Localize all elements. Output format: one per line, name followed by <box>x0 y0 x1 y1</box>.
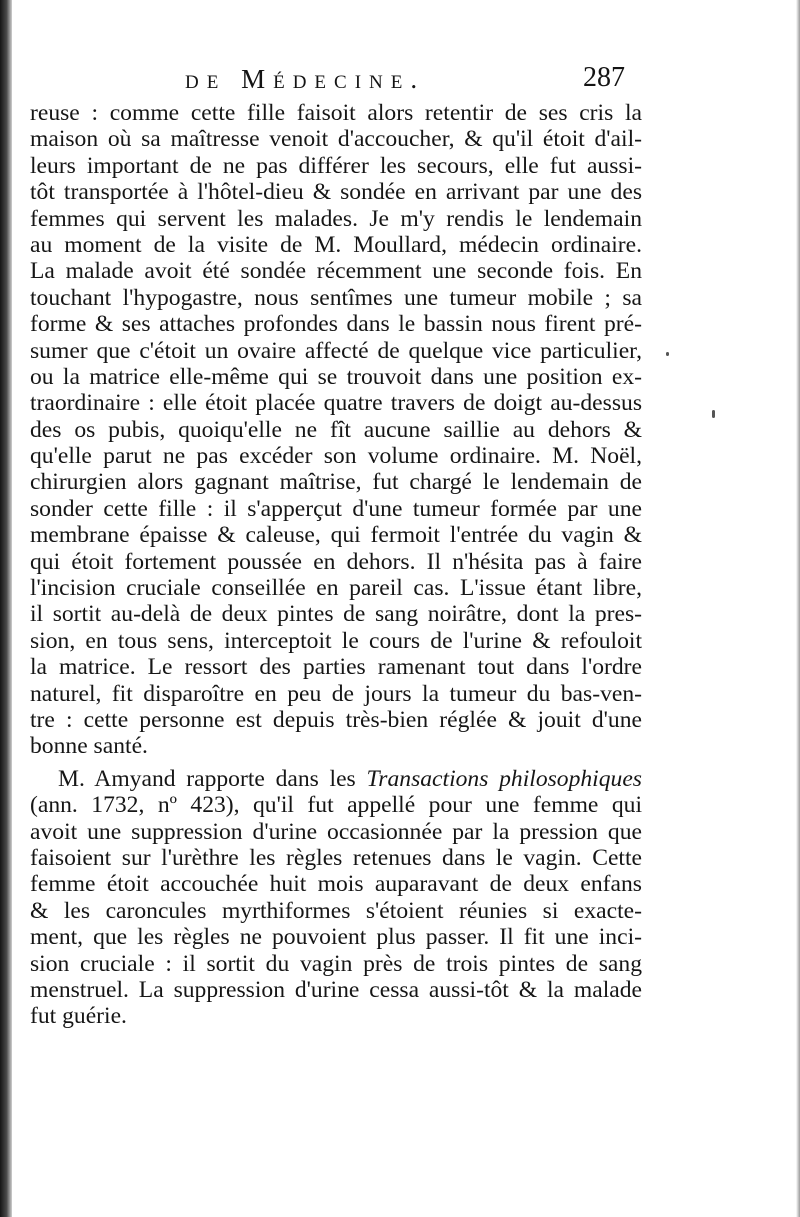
text-line: menstruel. La suppression d'urine cessa aussi-tôt & la malade <box>30 976 642 1003</box>
running-title: de Médecine. <box>185 64 426 94</box>
text-line: sion, en tous sens, interceptoit le cours de l'urine & refouloit <box>30 627 642 654</box>
text-line: bonne santé. <box>30 733 148 760</box>
text-line: qui étoit fortement poussée en dehors. Il n'hésita pas à faire <box>30 548 642 575</box>
text-line: maison où sa maîtresse venoit d'accoucher, & qu'il étoit d'ail- <box>30 126 642 153</box>
text-line: au moment de la visite de M. Moullard, médecin ordinaire. <box>30 231 642 258</box>
text-line: il sortit au-delà de deux pintes de sang noirâtre, dont la pres- <box>30 601 642 628</box>
text-line: avoit une suppression d'urine occasionnée par la pression que <box>30 818 642 845</box>
text-line: ment, que les règles ne pouvoient plus passer. Il fit une inci- <box>30 924 642 951</box>
text-line: leurs important de ne pas différer les secours, elle fut aussi- <box>30 152 642 179</box>
text-line: & les caroncules myrthiformes s'étoient réunies si exacte- <box>30 897 642 924</box>
text-line: femme étoit accouchée huit mois auparavant de deux enfans <box>30 871 642 898</box>
paragraph-2 <box>30 766 642 1030</box>
text-line: (ann. 1732, nº 423), qu'il fut appellé pour une femme qui <box>30 792 642 819</box>
text-line: sumer que c'étoit un ovaire affecté de quelque vice particulier, <box>30 337 642 364</box>
text-line: tôt transportée à l'hôtel-dieu & sondée en arrivant par une des <box>30 179 642 206</box>
text-line: tre : cette personne est depuis très-bien réglée & jouit d'une <box>30 706 642 733</box>
body-text <box>30 100 642 1030</box>
text-line: fut guérie. <box>30 1003 127 1030</box>
text-line: la matrice. Le ressort des parties ramenant tout dans l'ordre <box>30 654 642 681</box>
text-line: membrane épaisse & caleuse, qui fermoit l'entrée du vagin & <box>30 522 642 549</box>
text-line: faisoient sur l'urèthre les règles retenues dans le vagin. Cette <box>30 844 642 871</box>
text-line: qu'elle parut ne pas excéder son volume ordinaire. M. Noël, <box>30 443 642 470</box>
text-line: reuse : comme cette fille faisoit alors retentir de ses cris la <box>30 100 642 126</box>
ink-speck <box>712 410 715 418</box>
page-number: 287 <box>583 62 625 93</box>
paragraph-1 <box>30 100 642 760</box>
page-edge <box>796 0 800 1217</box>
text-line-first <box>30 766 642 792</box>
text-line: chirurgien alors gagnant maîtrise, fut chargé le lendemain de <box>30 469 642 496</box>
text-line: sion cruciale : il sortit du vagin près de trois pintes de sang <box>30 950 642 977</box>
text-line: naturel, fit disparoître en peu de jours la tumeur du bas-ven- <box>30 680 642 707</box>
text-line: ou la matrice elle-même qui se trouvoit dans une position ex- <box>30 363 642 390</box>
text-line: La malade avoit été sondée récemment une seconde fois. En <box>30 258 642 285</box>
text-line: forme & ses attaches profondes dans le bassin nous firent pré- <box>30 311 642 338</box>
text-line: touchant l'hypogastre, nous sentîmes une tumeur mobile ; sa <box>30 284 642 311</box>
text-line: l'incision cruciale conseillée en pareil cas. L'issue étant libre, <box>30 575 642 602</box>
text-line: traordinaire : elle étoit placée quatre travers de doigt au-dessus <box>30 390 642 417</box>
running-head <box>185 60 625 100</box>
text-line: femmes qui servent les malades. Je m'y rendis le lendemain <box>30 205 642 232</box>
text-line: sonder cette fille : il s'apperçut d'une tumeur formée par une <box>30 495 642 522</box>
ink-speck <box>666 352 669 356</box>
binding-shadow <box>0 0 12 1217</box>
text-line: des os pubis, quoiqu'elle ne fît aucune saillie au dehors & <box>30 416 642 443</box>
work-title: Transactions philosophiques <box>366 765 642 792</box>
text-run: M. Amyand rapporte dans les <box>58 765 367 792</box>
